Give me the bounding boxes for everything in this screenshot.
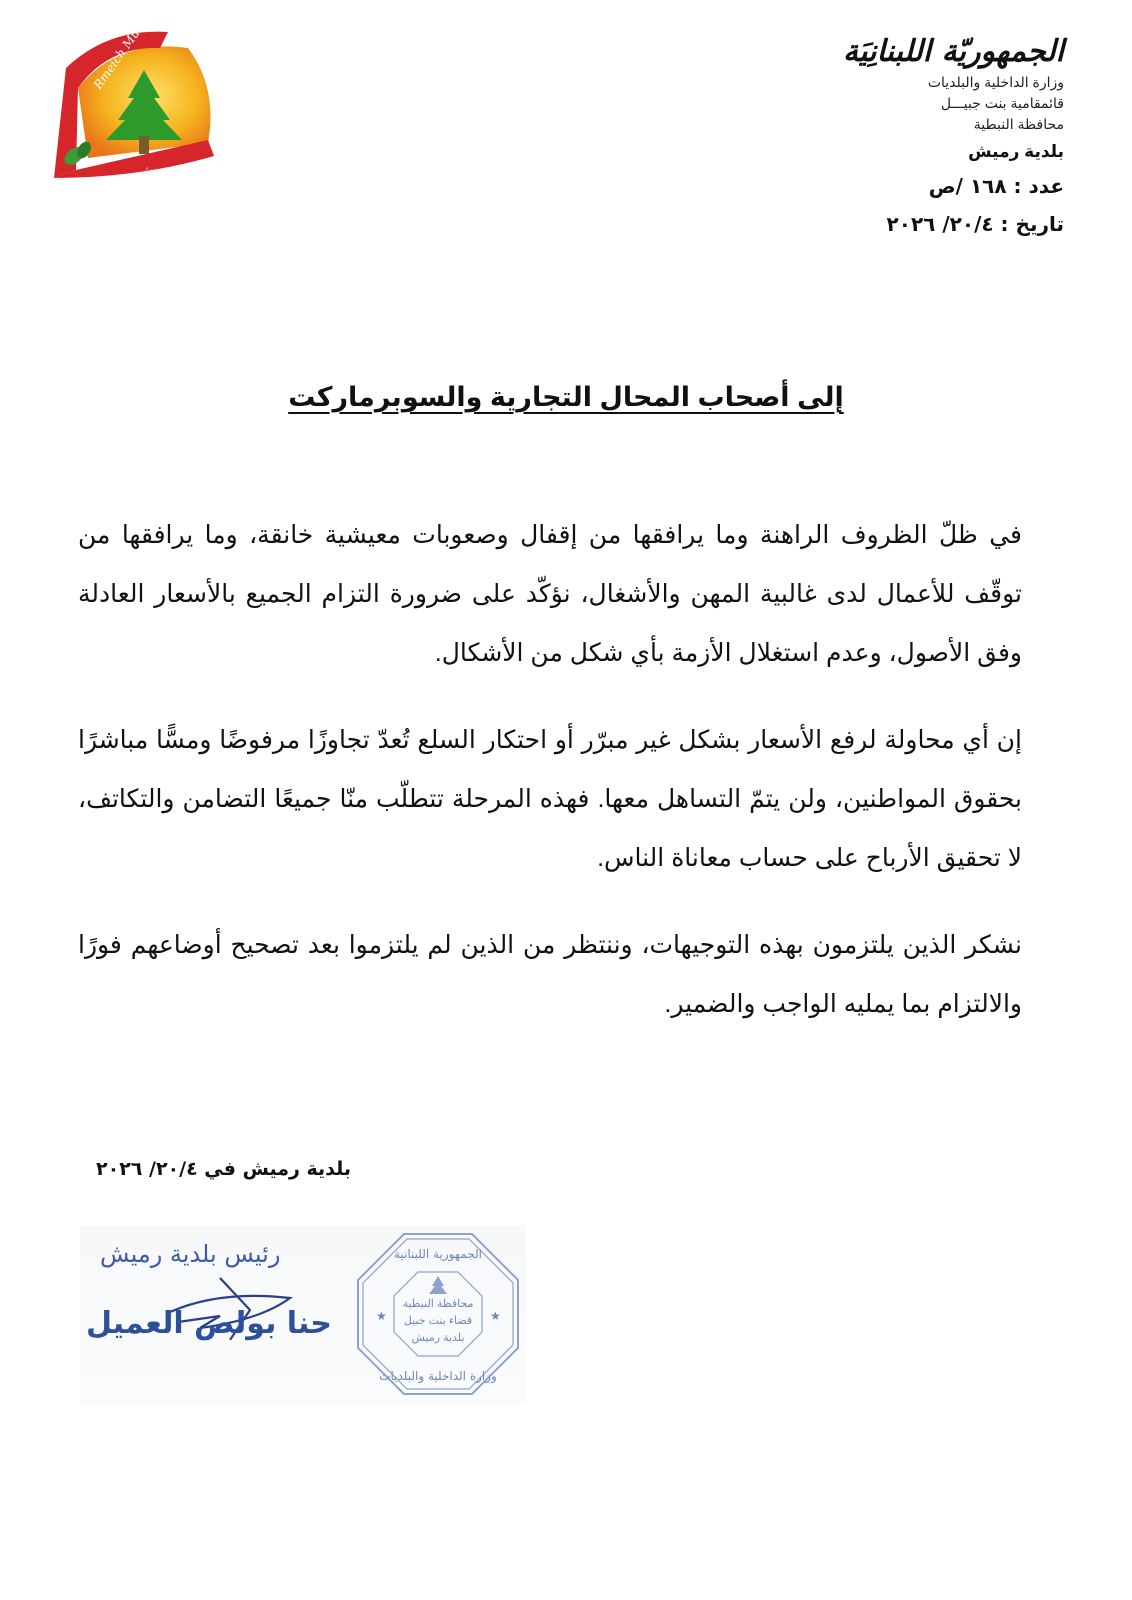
letterhead xyxy=(843,32,1064,243)
stamp-outer-top: الجمهورية اللبنانية xyxy=(393,1247,483,1261)
stamp-line-2: قضاء بنت جبيل xyxy=(403,1315,473,1327)
ministry-line: وزارة الداخلية والبلديات xyxy=(927,74,1064,90)
logo-text-ar: بلدية رميش xyxy=(139,164,193,177)
stamp-line-1: محافظة النبطية xyxy=(402,1298,474,1310)
stamp-line-3: بلدية رميش xyxy=(411,1332,465,1344)
place-date: بلدية رميش في ٢٠/٤/ ٢٠٢٦ xyxy=(96,1158,352,1180)
letter-body xyxy=(78,506,1022,1062)
number-value: ١٦٨ /ص xyxy=(928,174,1007,198)
reference-number: عدد : ١٦٨ /ص xyxy=(928,174,1064,198)
subject-text: إلى أصحاب المحال التجارية والسوبرماركت xyxy=(288,382,844,412)
cedar-icon xyxy=(429,1276,447,1294)
paragraph-2: إن أي محاولة لرفع الأسعار بشكل غير مبرّر أو احتكار السلع تُعدّ تجاوزًا مرفوضًا ومسًّا مباشرًا بحقوق المواطنين، ولن يتمّ التساهل معها. فهذه المرحلة تتطلّب منّا جميعًا التضامن والتكاتف، لا تحقيق الأرباح على حساب معاناة الناس. xyxy=(78,726,1022,872)
number-label: عدد xyxy=(1028,174,1064,198)
subject-heading xyxy=(0,382,1132,413)
governorate-line: محافظة النبطية xyxy=(973,116,1064,132)
republic-title: الجمهوريّة اللبنانِيَة xyxy=(842,34,1064,69)
date-value: ٢٠/٤/ ٢٠٢٦ xyxy=(886,212,994,236)
signatory-title: رئيس بلدية رميش xyxy=(100,1240,281,1268)
star-icon: ★ xyxy=(490,1309,501,1323)
municipality-logo xyxy=(48,28,220,188)
signatory-name: حنا بولص العميل xyxy=(86,1306,332,1341)
letter-date: تاريخ : ٢٠/٤/ ٢٠٢٦ xyxy=(886,212,1064,236)
district-line: قائمقامية بنت جبيـــل xyxy=(940,95,1064,111)
municipality-line: بلدية رميش xyxy=(968,142,1064,161)
star-icon: ★ xyxy=(376,1309,387,1323)
paragraph-3: نشكر الذين يلتزمون بهذه التوجيهات، وننتظر من الذين لم يلتزموا بعد تصحيح أوضاعهم فورًا والالتزام بما يمليه الواجب والضمير. xyxy=(78,931,1022,1018)
paragraph-1: في ظلّ الظروف الراهنة وما يرافقها من إقفال وصعوبات معيشية خانقة، وما يرافقها من توقّف للأعمال لدى غالبية المهن والأشغال، نؤكّد على ضرورة التزام الجميع بالأسعار العادلة وفق الأصول، وعدم استغلال الأزمة بأي شكل من الأشكال. xyxy=(78,521,1022,667)
stamp-outer-bottom: وزارة الداخلية والبلديات xyxy=(379,1369,497,1383)
date-label: تاريخ xyxy=(1015,212,1064,236)
stamp-center-text xyxy=(392,1296,484,1347)
